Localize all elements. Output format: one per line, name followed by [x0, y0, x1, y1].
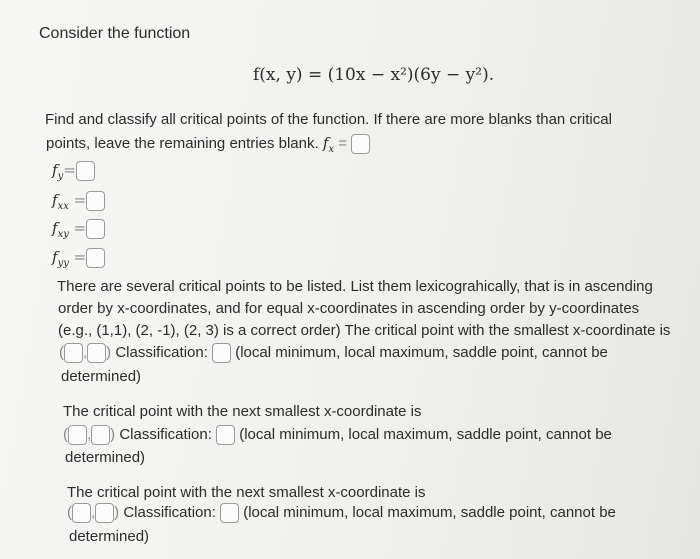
next-point-3-text: The critical point with the next smallest x-coordinate is	[67, 484, 426, 501]
fxx-label: $f_{xx}$	[52, 191, 69, 212]
cp1-classification-box[interactable]	[212, 343, 231, 363]
cp3-y-box[interactable]	[95, 503, 114, 523]
fxy-answer-box[interactable]	[86, 219, 105, 239]
cp2-determined-text: determined)	[65, 449, 146, 466]
fxy-label: $f_{xy}$	[52, 219, 69, 240]
fyy-row: $f_{yy}$ =	[52, 248, 105, 273]
function-formula: f(x, y) = (10x − x²)(6y − y²).	[253, 65, 495, 85]
cp2-classification-box[interactable]	[216, 425, 235, 445]
fxy-row: $f_{xy}$ =	[52, 219, 105, 244]
critical-point-3-row: ( , ) Classification: (local minimum, local maximum, saddle point, cannot be	[67, 503, 616, 523]
fxx-answer-box[interactable]	[86, 191, 105, 211]
cp1-x-box[interactable]	[64, 343, 83, 363]
instructions-line-1: Find and classify all critical points of the function. If there are more blanks than critical	[45, 111, 612, 128]
critical-point-2-row: ( , ) Classification: (local minimum, local maximum, saddle point, cannot be	[63, 425, 612, 445]
cp1-y-box[interactable]	[87, 343, 106, 363]
cp1-determined-text: determined)	[61, 368, 142, 385]
ordering-line-3: (e.g., (1,1), (2, -1), (2, 3) is a correct order) The critical point with the smallest x-coordinate is	[58, 322, 671, 339]
next-point-2-text: The critical point with the next smallest x-coordinate is	[63, 403, 422, 420]
fy-row: $f_y=$	[52, 161, 95, 186]
fy-label: $f_y$	[52, 161, 64, 182]
fyy-label: $f_{yy}$	[52, 248, 69, 269]
cp3-classification-box[interactable]	[220, 503, 239, 523]
cp3-determined-text: determined)	[69, 528, 150, 545]
ordering-line-2: order by x-coordinates, and for equal x-coordinates in ascending order by y-coordinates	[58, 300, 640, 317]
instructions-line-2: points, leave the remaining entries blank. $f_x$ =	[46, 134, 370, 159]
ordering-line-1: There are several critical points to be listed. List them lexicograhically, that is in ascending	[57, 278, 653, 295]
cp2-y-box[interactable]	[91, 425, 110, 445]
fxx-row: $f_{xx}$ =	[52, 191, 105, 216]
cp2-x-box[interactable]	[68, 425, 87, 445]
critical-point-1-row: ( , ) Classification: (local minimum, local maximum, saddle point, cannot be	[59, 343, 608, 363]
fx-answer-box[interactable]	[351, 134, 370, 154]
fy-answer-box[interactable]	[76, 161, 95, 181]
cp3-x-box[interactable]	[72, 503, 91, 523]
intro-text: Consider the function	[39, 25, 191, 42]
fx-label: $f_x$	[322, 134, 335, 155]
fyy-answer-box[interactable]	[86, 248, 105, 268]
